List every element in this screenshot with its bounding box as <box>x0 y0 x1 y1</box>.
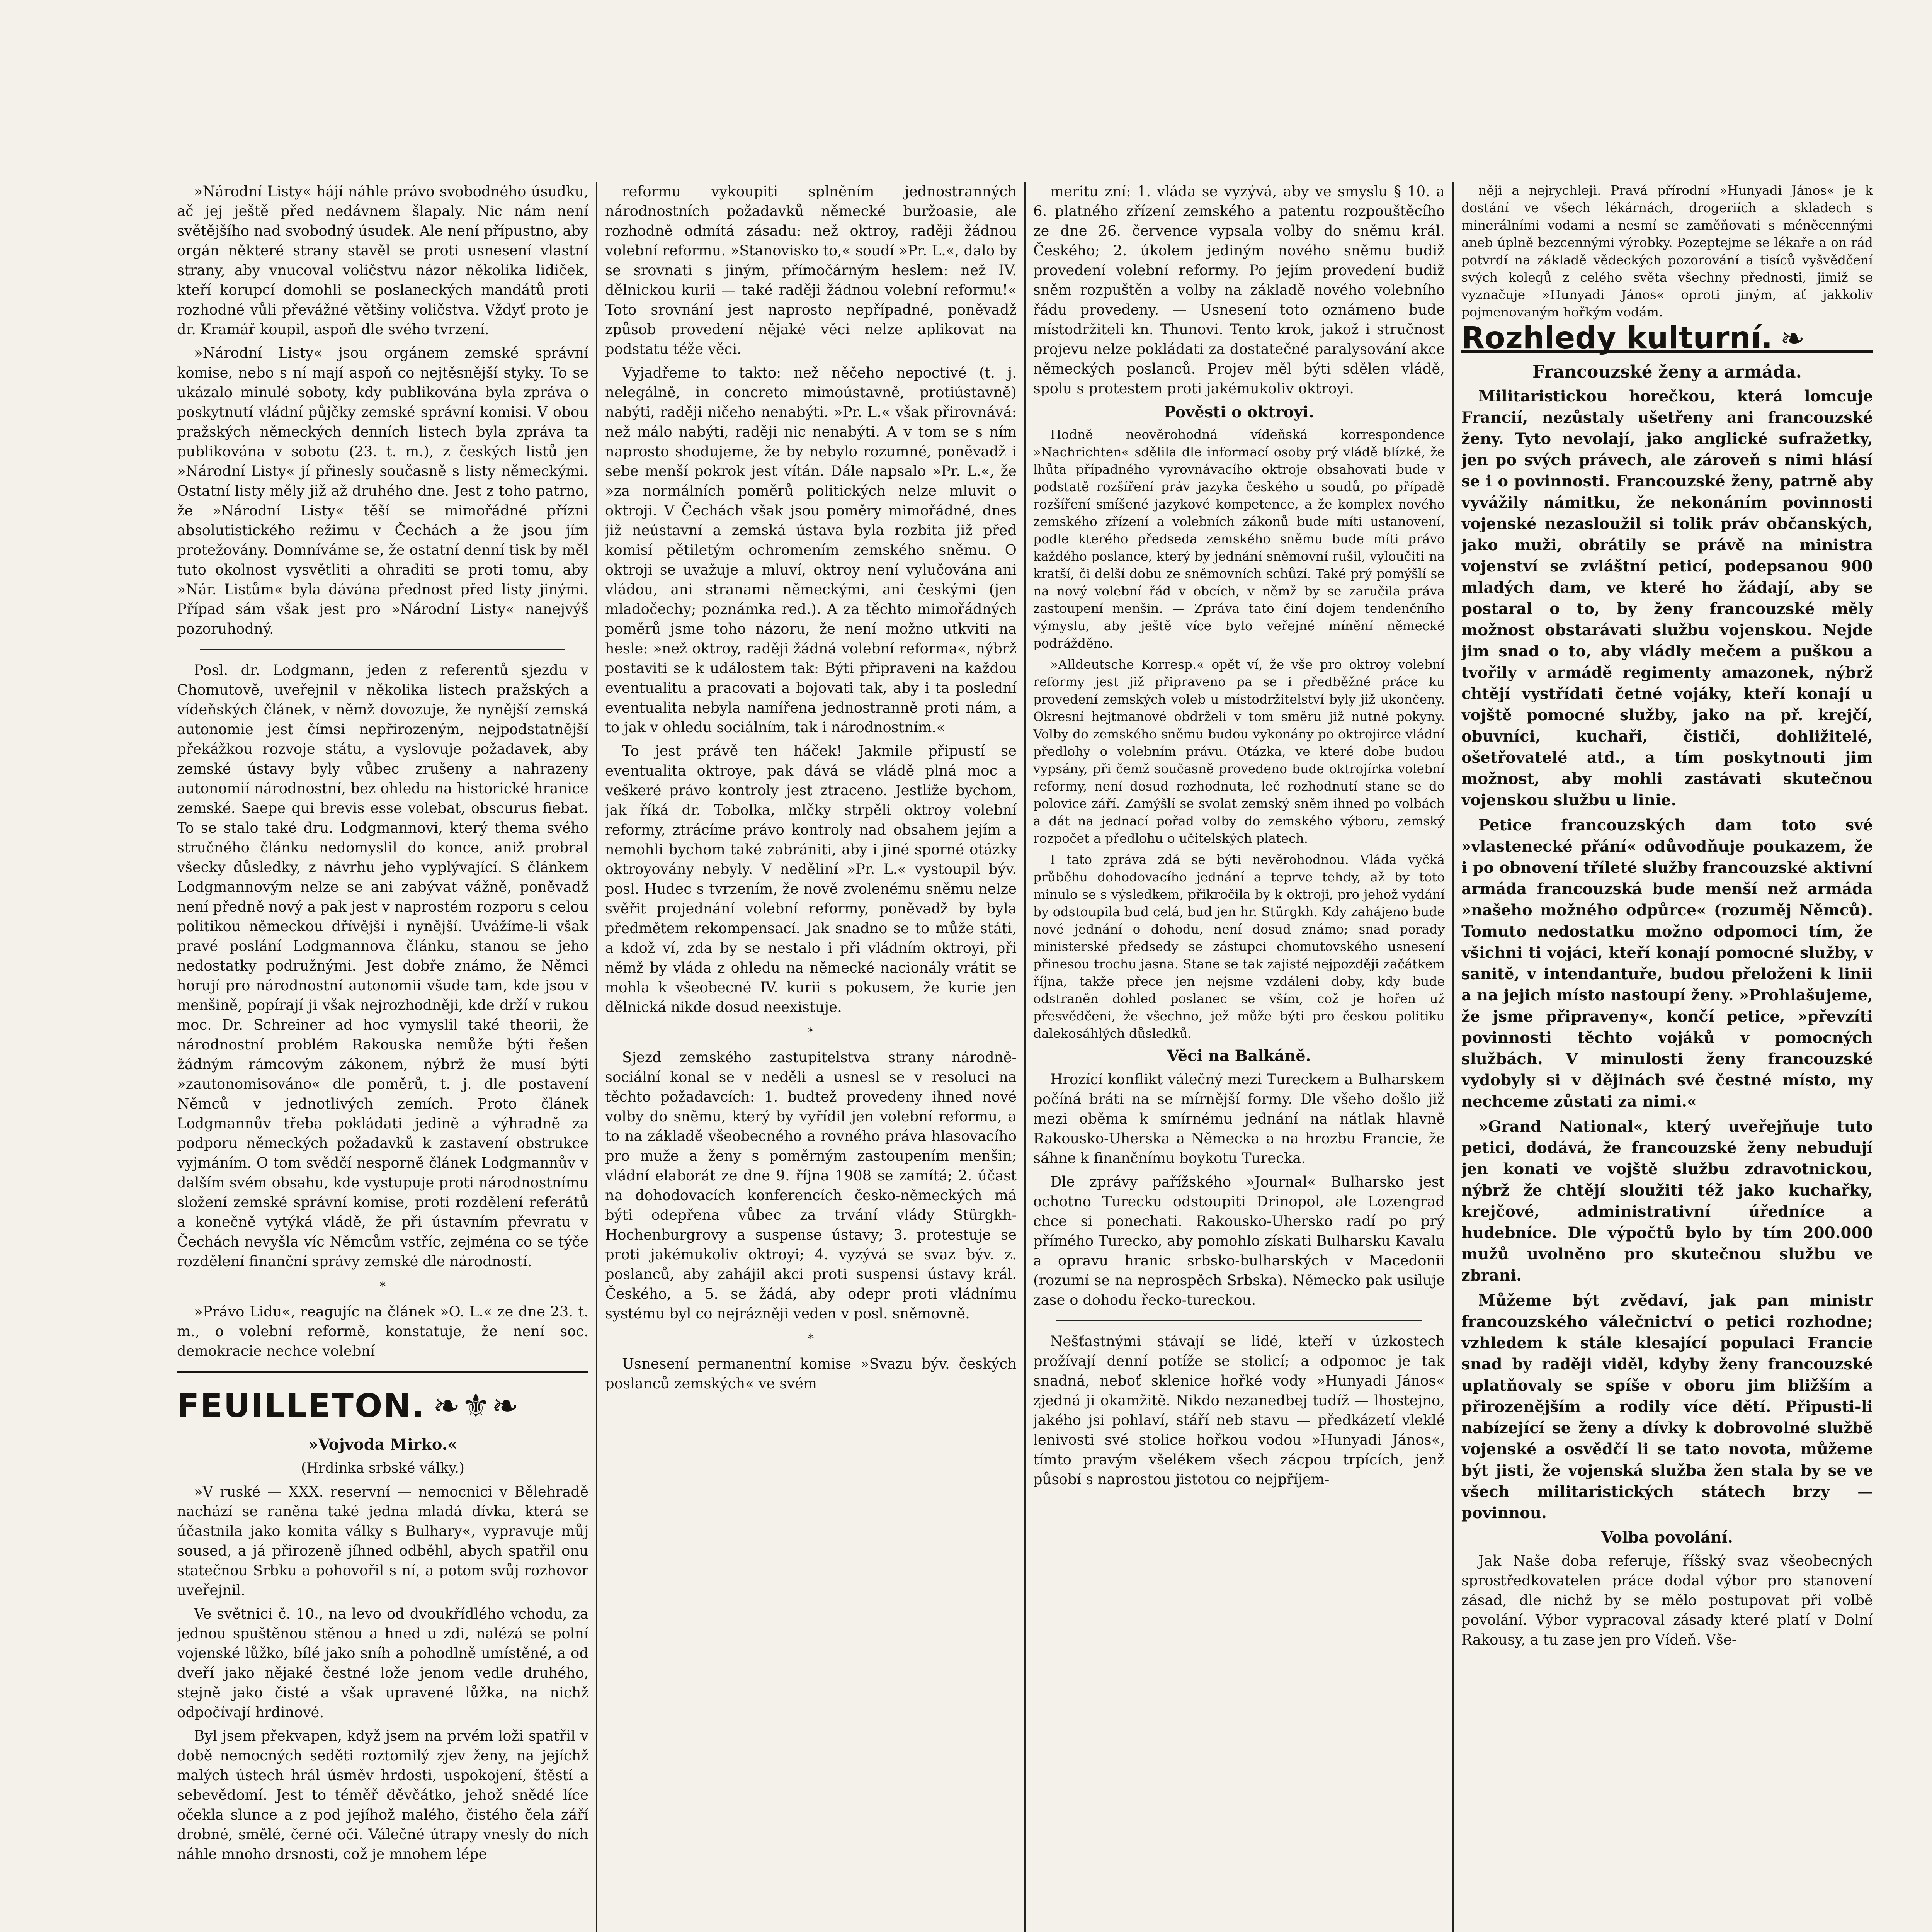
column-rule <box>1024 182 1026 1932</box>
asterisk-divider: * <box>808 1332 814 1345</box>
ornament-icon: ❧ <box>1780 321 1805 355</box>
column-4-top <box>1461 182 1873 1932</box>
section-banner-text: Rozhledy kulturní. <box>1461 321 1773 355</box>
col4-ad-paragraph: něji a nejrychleji. Pravá přírodní »Hunyadi János« je k dostání ve všech lékárnách, drogeriích a skladech s minerálními vodami a nesmí se zaměňovati s méněcennými aneb úplně bezcennými výrobky. Pozeptejme se lékaře a on rád potvrdí na základě vědeckých pozorování a tisíců vyšvědčení svých kolegů z celého světa všechny přednosti, jimiž se vyznačuje »Hunyadi János« oproti jiným, ať jakkoliv pojmenovaným hořkým vodám. <box>1461 183 1873 320</box>
article-paragraph: Militaristickou horečkou, která lomcuje Francií, nezůstaly ušetřeny ani francouzské ženy. Tyto nevolají, jako anglické sufražetky, jen po svých právech, ale zároveň s nimi hlásí se i o povinnosti. Francouzské ženy, patrně aby vyvážily námitku, že nekonáním povinnosti vojenské nezasloužil si tolik práv občanských, jako muži, obrátily se právě na ministra vojenství se zvláštní peticí, podepsanou 900 mladých dam, ve které ho žádají, aby se postaral o to, by ženy francouzské měly možnost obstarávati službu vojenskou. Nejde jim snad o to, aby vládly mečem a puškou a tvořily v armádě regimenty amazonek, nýbrž chtějí vystřídati četné vojáky, kteří konají u vojště pomocné služby, jako na př. krejčí, obuvníci, kuchaři, čističi, dohližitelé, ošetřovatelé atd., a tím poskytnouti jim možnost, aby mohli zastávati skutečnou vojenskou službu u linie. <box>1461 387 1873 809</box>
col1-paragraph: »Právo Lidu«, reagujíc na článek »O. L.« ze dne 23. t. m., o volební reformě, konstatuje, že není soc. demokracie nechce volební <box>177 1303 588 1359</box>
column-rule <box>596 182 597 1932</box>
column-rule <box>1452 182 1454 1932</box>
col3-paragraph: Hodně neověrohodná vídeňská korrespondence »Nachrichten« sdělila dle informací osoby prý vládě blízké, že lhůta případného vyrovnávacího oktroje obsahovati bude v podstatě rozšíření práv jazyka českého u soudů, po případě rozšíření smíšené jazykové kompetence, a že komplex nového zemského zřízení a volebních zákonů bude míti ustanovení, podle kterého předseda zemského sněmu bude míti právo každého poslance, který by jednání sněmovní rušil, vyloučiti na kratší, či delší dobu ze sněmovních schůzí. Také prý pomýšlí se na nový volební řád v obcích, v němž by se zaručila práva zastoupení menšin. — Zpráva tato činí dojem tendenčního výmyslu, aby ještě více bylo veřejné mínění německé podrážděno. <box>1033 427 1445 651</box>
col1-paragraph: »Národní Listy« jsou orgánem zemské správní komise, nebo s ní mají aspoň co nejtěsnější styky. To se ukázalo minulé soboty, kdy publikována byla zpráva o poskytnutí vládní půjčky zemské správní komisi. V obou pražských německých denních listech byla zpráva ta publikována v sobotu (23. t. m.), z českých listů jen »Národní Listy« jí přinesly současně s listy německými. Ostatní listy měly již až druhého dne. Jest z toho patrno, že »Národní Listy« těší se mimořádné přízni absolutistického režimu v Čechách a že jsou jím protežovány. Domníváme se, že ostatní denní tisk by měl tuto okolnost vysvětliti a ohraditi se proti tomu, aby »Nár. Listům« byla dávána přednost před listy jinými. Případ sám však jest pro »Národní Listy« nanejvýš pozoruhodný. <box>177 345 588 637</box>
article-paragraph: »Grand National«, který uveřejňuje tuto petici, dodává, že francouzské ženy nebudují jen konati ve vojště službu zdravotnickou, nýbrž že chtějí sloužiti též jako kuchařky, krejčové, administrativní úředníce a hudebníce. Dle výpočtů bylo by tím 200.000 mužů uvolněno pro skutečnou službu ve zbrani. <box>1461 1117 1873 1284</box>
col1-paragraph: »Národní Listy« hájí náhle právo svobodného úsudku, ač jej ještě před nedávnem šlapaly. Nic nám není světějšího nad svobodný úsudek. Ale není přípustno, aby orgán některé strany stavěl se proti usnesení vlastní strany, aby vnucoval voličstvu názor několika lidiček, kteří korupcí domohli se poslaneckých mandátů proti rozhodné vůli převážné většiny voličstva. Vždyť proto je dr. Kramář koupil, aspoň dle svého tvrzení. <box>177 183 588 338</box>
col2-paragraph: Sjezd zemského zastupitelstva strany národně-sociální konal se v neděli a usnesl se v resoluci na těchto požadavcích: 1. budtež provedeny ihned nové volby do sněmu, který by vyřídil jen volební reformu, a to na základě všeobecného a rovného práva hlasovacího pro muže a ženy s poměrným zastoupením menšin; vládní elaborát ze dne 9. října 1908 se zamítá; 2. účast na dohodovacích konferencích česko-německých má býti odepřena vůbec za trvání vlády Stürgkh-Hochenburgrovy a suspense ústavy; 3. protestuje se proti jakémukoliv oktroyi; 4. vyzývá se svaz býv. z. poslanců, aby zahájil akci proti suspensi ústavy král. Českého, a 5. se žádá, aby odepr proti vládnímu systému byl co nejrázněji veden v posl. sněmovně. <box>605 1049 1017 1322</box>
col4-paragraph: Jak Naše doba referuje, říšský svaz všeobecných sprostředkovatelen práce dodal výbor pro stanovení zásad, dle nichž by se mělo postupovat při volbě povolání. Výbor vypracoval zásady které platí v Dolní Rakousy, a tu zase jen pro Vídeň. Vše- <box>1461 1553 1873 1648</box>
section-title-volba: Volba povolání. <box>1601 1528 1733 1546</box>
col3-paragraph: I tato zpráva zdá se býti nevěrohodnou. Vláda vyčká průběhu dohodovacího jednání a teprve tehdy, až by toto minulo se s výsledkem, přikročila by k oktroji, pro jehož vydání by odstoupila bud celá, bud jen hr. Stürgkh. Kdy zahájeno bude nové jednání o dohodu, není dosud známo; snad porady ministerské předsedy se zástupci chomutovského usnesení přinesou trochu jasna. Stane se tak zajisté nejpozději začátkem října, takže přece jen nejsme vzdáleni doby, kdy bude odstraněn dohled poslanec se vším, což je hořen už přesvědčeni, že všechno, jež může býti pro českou politiku dalekosáhlých důsledků. <box>1033 852 1445 1041</box>
col3-paragraph: »Alldeutsche Korresp.« opět ví, že vše pro oktroy volební reformy jest již připraveno pa se i předběžné práce ku provedení zemských voleb u místodržitelství byly již ukončeny. Okresní hejtmanové obdrželi v tom směru již nutné pokyny. Volby do zemského sněmu budou vykonány po oktrojirce vládní předlohy o volebním právu. Otázka, ve které dobe budou vypsány, při čemž současně provedeno bude oktrojírka volební reformy, není dosud rozhodnuta, leč rozhodnutí stane se do polovice září. Zamýšlí se svolat zemský sněm ihned po volbách a dát na jednací pořad volby do zemského výboru, zemský rozpočet a předlohu o učitelských platech. <box>1033 657 1445 846</box>
col3-paragraph: meritu zní: 1. vláda se vyzývá, aby ve smyslu § 10. a 6. platného zřízení zemského a patentu rozpouštěcího ze dne 26. července vypsala volby do sněmu král. Českého; 2. úkolem jediným nového sněmu budiž provedení volební reformy. Po jejím provedení budiž sněm rozpuštěn a volby na základě nového volebního řádu provedeny. — Usnesení toto oznámeno bude místodržiteli kn. Thunovi. Tento krok, jakož i stručnost projevu nelze pokládati za dostatečné paralysování akce německých poslanců. Projev měl býti sdělen vládě, spolu s protestem proti jakémukoliv oktroyi. <box>1033 183 1445 397</box>
col2-paragraph: reformu vykoupiti splněním jednostranných národnostních požadavků německé buržoasie, ale rozhodně odmítá zásadu: než oktroy, raději žádnou volební reformu. »Stanovisko to,« soudí »Pr. L.«, dalo by se srovnati s jiným, přímočárným heslem: než IV. dělnickou kurii — také raději žádnou volební reformu!« Toto srovnání jest naprosto nepřípadné, poněvadž způsob provedení nějaké věci nelze aplikovat na podstatu téže věci. <box>605 183 1017 357</box>
col2-paragraph: To jest právě ten háček! Jakmile připustí se eventualita oktroye, pak dává se vládě plná moc a veškeré právo kontroly jest ztraceno. Jestliže bychom, jak říká dr. Tobolka, mlčky strpěli oktroy volební reformy, ztrácíme právo kontroly nad obsahem jejím a nemohli bychom také zabrániti, aby i jiné sporné otázky oktroyovány nebyly. V neděliní »Pr. L.« vystoupil býv. posl. Hudec s tvrzením, že nově zvolenému sněmu nelze svěřit projednání volební reformy, poněvadž by byla předmětem rekompensací. Jak snadno se to může státi, a kdož ví, zda by se nestalo i při vládním oktroyi, při němž by vláda z ohledu na německé nacionály vrátit se mohla k všeobecné IV. kurii s pokusem, že kurie jen dělnická nikde dosud neexistuje. <box>605 743 1017 1015</box>
col3-ad-paragraph: Nešťastnými stávají se lidé, kteří v úzkostech prožívají denní potíže se stolicí; a odpomoc je tak snadná, neboť sklenice hořké vody »Hunyadi János« zjedná ji okamžitě. Nikdo nezanedbej tudíž — lhostejno, jakého jsi pohlaví, stáří neb stavu — předkázetí vleklé lenivosti své stolice hořkou vodou »Hunyadi János«, tímto pravým všelékem všech zácpou trpících, jenž působí s naprostou jistotou co nejpříjem- <box>1033 1333 1445 1488</box>
feuilleton-paragraph: Byl jsem překvapen, když jsem na prvém loži spatřil v době nemocných seděti roztomilý zjev ženy, na jejíchž malých ústech hrál úsměv hrdosti, uspokojení, štěstí a sebevědomí. Jest to téměř děvčátko, jehož snědé líce očekla slunce a z pod jejíhož malého, čistého čela září drobné, smělé, černé oči. Válečné útrapy vnesly do ních náhle mnoho drsnosti, což je mnohem lépe <box>177 1728 588 1862</box>
col1-paragraph: Posl. dr. Lodgmann, jeden z referentů sjezdu v Chomutově, uveřejnil v několika listech pražských a vídeňských článek, v němž dovozuje, že nynější zemská autonomie jest čímsi nepřirozeným, nejpodstatnější překážkou rozvoje státu, a vyslovuje požadavek, aby zemské ústavy byly vůbec zrušeny a nahrazeny autonomií národnostní, bez ohledu na historické hranice zemské. Saepe qui brevis esse volebat, obscurus fiebat. To se stalo také dru. Lodgmannovi, který thema svého stručného článku nedomyslil do konce, aniž probral všecky důsledky, z návrhu jeho vyplývající. S článkem Lodgmannovým nelze se ani zabývat vážně, poněvadž není předně nový a pak jest v naprostém rozporu s celou politikou německou dřívější i nynější. Uvážíme-li však pravé poslání Lodgmannova článku, stanou se jeho nedostatky podružnými. Jest dobře známo, že Němci horují pro národnostní autonomii všude tam, kde jsou v menšině, popírají ji však nejrozhodněji, kde drží v rukou moc. Dr. Schreiner ad hoc vymyslil také theorii, že národnostní problém Rakouska nemůže býti řešen žádným rámcovým zákonem, nýbrž že musí býti »zautonomisováno« dle poměrů, t. j. dle postavení Němců v jednotlivých zemích. Proto článek Lodgmannův třeba pokládati jedině a výhradně za podporu německých požadavků k zastavení obstrukce vyjmáním. O tom svědčí nesporně článek Lodgmannův v dalším svém obsahu, kde vystupuje proti národnostnímu složení zemské správní komise, proti rozdělení referátů a konečně vytýká vládě, že při ústavním převratu v Čechách nevyšla víc Němcům vstříc, zejména co se týče rozdělení finanční správy zemské dle národností. <box>177 662 588 1270</box>
asterisk-divider: * <box>808 1026 814 1039</box>
feuilleton-paragraph: Ve světnici č. 10., na levo od dvoukřídlého vchodu, za jednou spuštěnou stěnou a hned u zdi, nalézá se polní vojenské lůžko, bílé jako sníh a pohodlně umístěné, a od dveří jako nějaké čestné lože jenom vedle druhého, stejně jako čisté a však upravené lůžka, na nichž odpočívají hrdinové. <box>177 1605 588 1721</box>
divider <box>1056 1320 1422 1321</box>
asterisk-divider: * <box>380 1280 386 1293</box>
column-3-top <box>1033 182 1445 1932</box>
section-title-povesti: Pověsti o oktroyi. <box>1164 403 1314 421</box>
section-title-balkan: Věci na Balkáně. <box>1167 1047 1311 1065</box>
column-1 <box>177 182 588 1932</box>
col3-paragraph: Hrozící konflikt válečný mezi Tureckem a Bulharskem počíná bráti na se mírnější formy. Dle všeho došlo již mezi oběma k smírnému jednání na nátlak hlavně Rakousko-Uherska a Německa a na hrozbu Francie, že sáhne k finančnímu boykotu Turecka. <box>1033 1071 1445 1167</box>
feuilleton-paragraph: »V ruské — XXX. reservní — nemocnici v Bělehradě nachází se raněna také jedna mladá dívka, která se účastnila jako komita války s Bulhary«, vypravuje můj soused, a já přirozeně jíhned odběhl, abych spatřil onu statečnou Srbku a pohovořil s ní, a potom svůj rozhovor uveřejnil. <box>177 1483 588 1599</box>
column-3 <box>1033 182 1445 1932</box>
article-paragraph: Můžeme být zvědaví, jak pan ministr francouzského válečnictví o petici rozhodne; vzhledem k stále klesající populaci Francie snad by raději viděl, kdyby ženy francouzské uplatňovaly se spíše v oboru jim bližším a přirozenějším a rodily více dětí. Připusti-li nabízející se ženy a dívky k dobrovolné službě vojenské a osvědčí li se tato novota, můžeme být jisti, že vojenská služba žen stala by se ve všech militaristických státech brzy — povinnou. <box>1461 1291 1873 1522</box>
feuilleton-rule <box>177 1371 588 1373</box>
column-2 <box>605 182 1017 1932</box>
feuilleton-banner-text: FEUILLETON. <box>177 1387 425 1425</box>
column-2-top <box>605 182 1017 1932</box>
col2-paragraph: Usnesení permanentní komise »Svazu býv. českých poslanců zemských« ve svém <box>605 1355 1017 1392</box>
section-banner-rozhledy <box>1461 321 1873 355</box>
divider <box>200 649 565 650</box>
ornament-icon: ❧⚜❧ <box>433 1387 520 1425</box>
feuilleton-title: »Vojvoda Mirko.« <box>308 1435 457 1454</box>
feuilleton-subtitle: (Hrdinka srbské války.) <box>301 1460 465 1476</box>
column-4 <box>1461 182 1873 1932</box>
article-title: Francouzské ženy a armáda. <box>1532 362 1802 382</box>
col3-paragraph: Dle zprávy pařížského »Journal« Bulharsko jest ochotno Turecku odstoupiti Drinopol, ale Lozengrad chce si ponechati. Rakousko-Uhersko radí po prý přímého Turecko, aby pomohlo získati Bulharsku Kavalu a opravu hranic srbsko-bulharských v Macedonii (rozumí se na neprospěch Srbska). Německo pak usiluje zase o dohodu řecko-tureckou. <box>1033 1173 1445 1308</box>
feuilleton-banner <box>177 1384 588 1427</box>
article-paragraph: Petice francouzských dam toto své »vlastenecké přání« odůvodňuje poukazem, že i po obnovení tříleté služby francouzské aktivní armáda francouzská bude menší než armáda »našeho možného odpůrce« (rozuměj Němců). Tomuto nedostatku možno odpomoci tím, že všichni ti vojáci, kteří konají pomocné služby, v sanitě, v intendantuře, budou přeloženi k linii a na jejich místo nastoupí ženy. »Prohlašujeme, že jsme připraveny«, končí petice, »převzíti povinnosti těchto vojáků v pomocných službách. V minulosti ženy francouzské vydobyly si v dějinách své čestné místo, my nechceme zůstati za nimi.« <box>1461 816 1873 1111</box>
col2-paragraph: Vyjadřeme to takto: než něčeho nepoctivé (t. j. nelegálně, in concreto mimoústavně, protiústavně) nabýti, raději ničeho nenabýti. »Pr. L.« však přirovnává: než málo nabýti, raději nic nenabýti. A v tom se s ním naprosto shodujeme, že by nebylo rozumné, poněvadž i sebe menší pokrok jest vítán. Dále napsalo »Pr. L.«, že »za normálních poměrů politických nelze mluvit o oktroji. V Čechách však jsou poměry mimořádné, dnes již neústavní a zemská ústava byla rozbita již před komisí pětiletým ochromením zemského sněmu. O oktroji se uvažuje a mluví, oktroy není vylučována ani vládou, ani stranami německými, ani českými (jen mladočechy; poznámka red.). A za těchto mimořádných poměrů jsme toho názoru, že není možno utkviti na hesle: »než oktroy, raději žádná volební reforma«, nýbrž postaviti se k událostem tak: Býti připraveni na každou eventualitu a pracovati a bojovati tak, aby i ta poslední eventualita nebyla namířena jednostranně proti nám, a to jak v ohledu sociálním, tak i národnostním.« <box>605 364 1017 736</box>
